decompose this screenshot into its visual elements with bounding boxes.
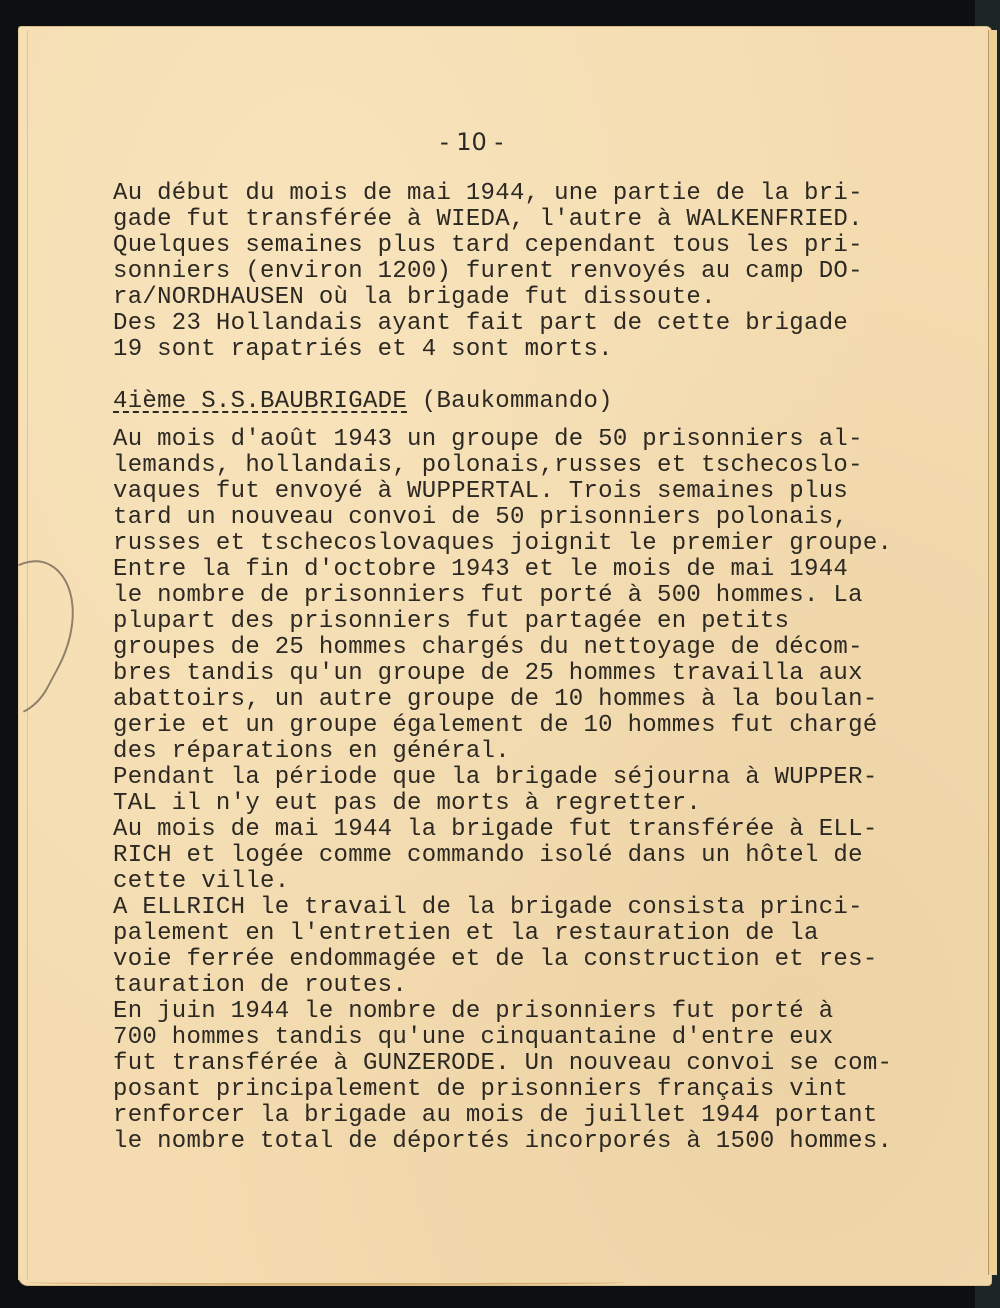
text-line: des réparations en général. [113, 738, 510, 765]
text-line: voie ferrée endommagée et de la construction et res- [113, 946, 878, 973]
text-line: Au mois d'août 1943 un groupe de 50 prisonniers al- [113, 426, 863, 453]
text-line: palement en l'entretien et la restauration de la [113, 920, 819, 947]
text-line: RICH et logée comme commando isolé dans un hôtel de [113, 842, 863, 869]
text-line: fut transférée à GUNZERODE. Un nouveau convoi se com- [113, 1050, 893, 1077]
text-line: le nombre de prisonniers fut porté à 500 hommes. La [113, 582, 863, 609]
text-line: groupes de 25 hommes chargés du nettoyage de décom- [113, 634, 863, 661]
text-line: ra/NORDHAUSEN où la brigade fut dissoute. [113, 284, 716, 311]
text-line: le nombre total de déportés incorporés à 1500 hommes. [113, 1128, 893, 1155]
text-line: gerie et un groupe également de 10 hommes fut chargé [113, 712, 878, 739]
text-line: Au mois de mai 1944 la brigade fut transférée à ELL- [113, 816, 878, 843]
text-line: Pendant la période que la brigade séjourna à WUPPER- [113, 764, 878, 791]
text-line: tard un nouveau convoi de 50 prisonniers polonais, [113, 504, 849, 531]
text-line: Au début du mois de mai 1944, une partie de la bri- [113, 180, 863, 207]
text-line: A ELLRICH le travail de la brigade consista princi- [113, 894, 863, 921]
text-line: posant principalement de prisonniers français vint [113, 1076, 849, 1103]
section-heading [113, 389, 613, 415]
text-line: cette ville. [113, 868, 290, 895]
text-line: TAL il n'y eut pas de morts à regretter. [113, 790, 702, 817]
text-line: russes et tschecoslovaques joignit le premier groupe. [113, 530, 893, 557]
text-line: sonniers (environ 1200) furent renvoyés au camp DO- [113, 258, 863, 285]
text-line: gade fut transférée à WIEDA, l'autre à WALKENFRIED. [113, 206, 863, 233]
text-line: abattoirs, un autre groupe de 10 hommes à la boulan- [113, 686, 878, 713]
text-line: Entre la fin d'octobre 1943 et le mois de mai 1944 [113, 556, 849, 583]
text-line: 19 sont rapatriés et 4 sont morts. [113, 336, 613, 363]
section-heading-title: 4ième S.S.BAUBRIGADE [113, 388, 408, 415]
text-line: plupart des prisonniers fut partagée en petits [113, 608, 790, 635]
page-number: - 10 - [440, 128, 504, 156]
text-line: Quelques semaines plus tard cependant tous les pri- [113, 232, 863, 259]
text-line: renforcer la brigade au mois de juillet 1944 portant [113, 1102, 878, 1129]
text-line: tauration de routes. [113, 972, 408, 999]
text-line: bres tandis qu'un groupe de 25 hommes travailla aux [113, 660, 863, 687]
text-line: Des 23 Hollandais ayant fait part de cette brigade [113, 310, 849, 337]
text-line: 700 hommes tandis qu'une cinquantaine d'entre eux [113, 1024, 834, 1051]
text-line: lemands, hollandais, polonais,russes et tschecoslo- [113, 452, 863, 479]
text-line: vaques fut envoyé à WUPPERTAL. Trois semaines plus [113, 478, 849, 505]
text-line: En juin 1944 le nombre de prisonniers fut porté à [113, 998, 834, 1025]
section-heading-suffix: (Baukommando) [407, 388, 613, 415]
